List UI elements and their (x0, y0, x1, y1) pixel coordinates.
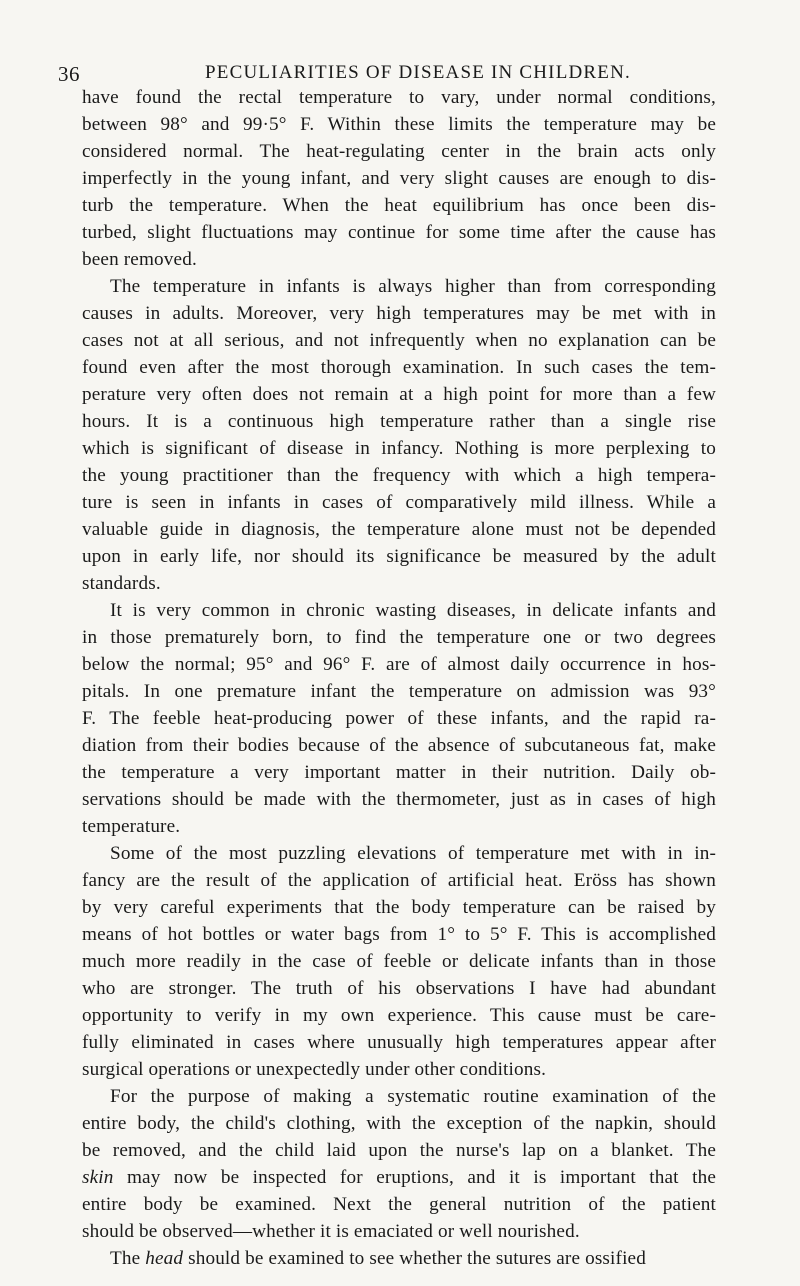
text-line: the temperature a very important matter in their nutrition. Daily ob- (82, 762, 716, 783)
text-line: entire body, the child's clothing, with the exception of the napkin, should (82, 1113, 716, 1134)
text-line: temperature. (82, 816, 181, 837)
text-line: skin may now be inspected for eruptions, and it is important that the (82, 1167, 716, 1188)
paragraph (82, 840, 716, 1083)
text-line: fully eliminated in cases where unusually high temperatures appear after (82, 1032, 716, 1053)
text-line: imperfectly in the young infant, and very slight causes are enough to dis- (82, 168, 716, 189)
text-line: servations should be made with the thermometer, just as in cases of high (82, 789, 716, 810)
text-line: much more readily in the case of feeble or delicate infants than in those (82, 951, 716, 972)
text-line: turb the temperature. When the heat equilibrium has once been dis- (82, 195, 716, 216)
text-line: cases not at all serious, and not infrequently when no explanation can be (82, 330, 716, 351)
text-line: ture is seen in infants in cases of comparatively mild illness. While a (82, 492, 716, 513)
text-line: diation from their bodies because of the absence of subcutaneous fat, make (82, 735, 716, 756)
text-line: entire body be examined. Next the general nutrition of the patient (82, 1194, 716, 1215)
text-line: The head should be examined to see whether the sutures are ossified (110, 1248, 646, 1269)
page-number: 36 (58, 62, 80, 86)
running-head: PECULIARITIES OF DISEASE IN CHILDREN. (205, 62, 631, 83)
text-line: causes in adults. Moreover, very high temperatures may be met with in (82, 303, 716, 324)
text-line: means of hot bottles or water bags from 1° to 5° F. This is accomplished (82, 924, 716, 945)
text-line: valuable guide in diagnosis, the temperature alone must not be depended (82, 519, 716, 540)
text-line: perature very often does not remain at a high point for more than a few (82, 384, 716, 405)
text-line: upon in early life, nor should its significance be measured by the adult (82, 546, 716, 567)
text-line: The temperature in infants is always higher than from corresponding (110, 276, 716, 297)
text-line: found even after the most thorough examination. In such cases the tem- (82, 357, 716, 378)
text-line: should be observed—whether it is emaciated or well nourished. (82, 1221, 580, 1242)
text-line: opportunity to verify in my own experience. This cause must be care- (82, 1005, 716, 1026)
paragraph (82, 597, 716, 840)
text-line: by very careful experiments that the body temperature can be raised by (82, 897, 716, 918)
text-line: F. The feeble heat-producing power of these infants, and the rapid ra- (82, 708, 716, 729)
text-line: the young practitioner than the frequency with which a high tempera- (82, 465, 716, 486)
text-line: hours. It is a continuous high temperature rather than a single rise (82, 411, 716, 432)
text-line: For the purpose of making a systematic routine examination of the (110, 1086, 716, 1107)
paragraph (82, 273, 716, 597)
paragraph (82, 1083, 716, 1245)
text-line: pitals. In one premature infant the temperature on admission was 93° (82, 681, 716, 702)
italic-word: head (145, 1248, 184, 1269)
text-line: have found the rectal temperature to vary, under normal conditions, (82, 87, 716, 108)
text-line: Some of the most puzzling elevations of temperature met with in in- (110, 843, 716, 864)
text-line: surgical operations or unexpectedly under other conditions. (82, 1059, 547, 1080)
text-line: turbed, slight fluctuations may continue for some time after the cause has (82, 222, 716, 243)
text-line: which is significant of disease in infancy. Nothing is more perplexing to (82, 438, 716, 459)
paragraph (82, 1245, 716, 1272)
text-line: fancy are the result of the application of artificial heat. Eröss has shown (82, 870, 716, 891)
body-text (82, 84, 716, 1272)
paragraph (82, 84, 716, 273)
text-line: below the normal; 95° and 96° F. are of almost daily occurrence in hos- (82, 654, 716, 675)
text-line: be removed, and the child laid upon the nurse's lap on a blanket. The (82, 1140, 716, 1161)
text-line: standards. (82, 573, 161, 594)
text-line: been removed. (82, 249, 197, 270)
text-line: between 98° and 99·5° F. Within these limits the temperature may be (82, 114, 716, 135)
text-line: in those prematurely born, to find the temperature one or two degrees (82, 627, 716, 648)
text-line: It is very common in chronic wasting diseases, in delicate infants and (110, 600, 716, 621)
text-line: who are stronger. The truth of his observations I have had abundant (82, 978, 716, 999)
italic-word: skin (82, 1167, 114, 1188)
text-line: considered normal. The heat-regulating center in the brain acts only (82, 141, 716, 162)
